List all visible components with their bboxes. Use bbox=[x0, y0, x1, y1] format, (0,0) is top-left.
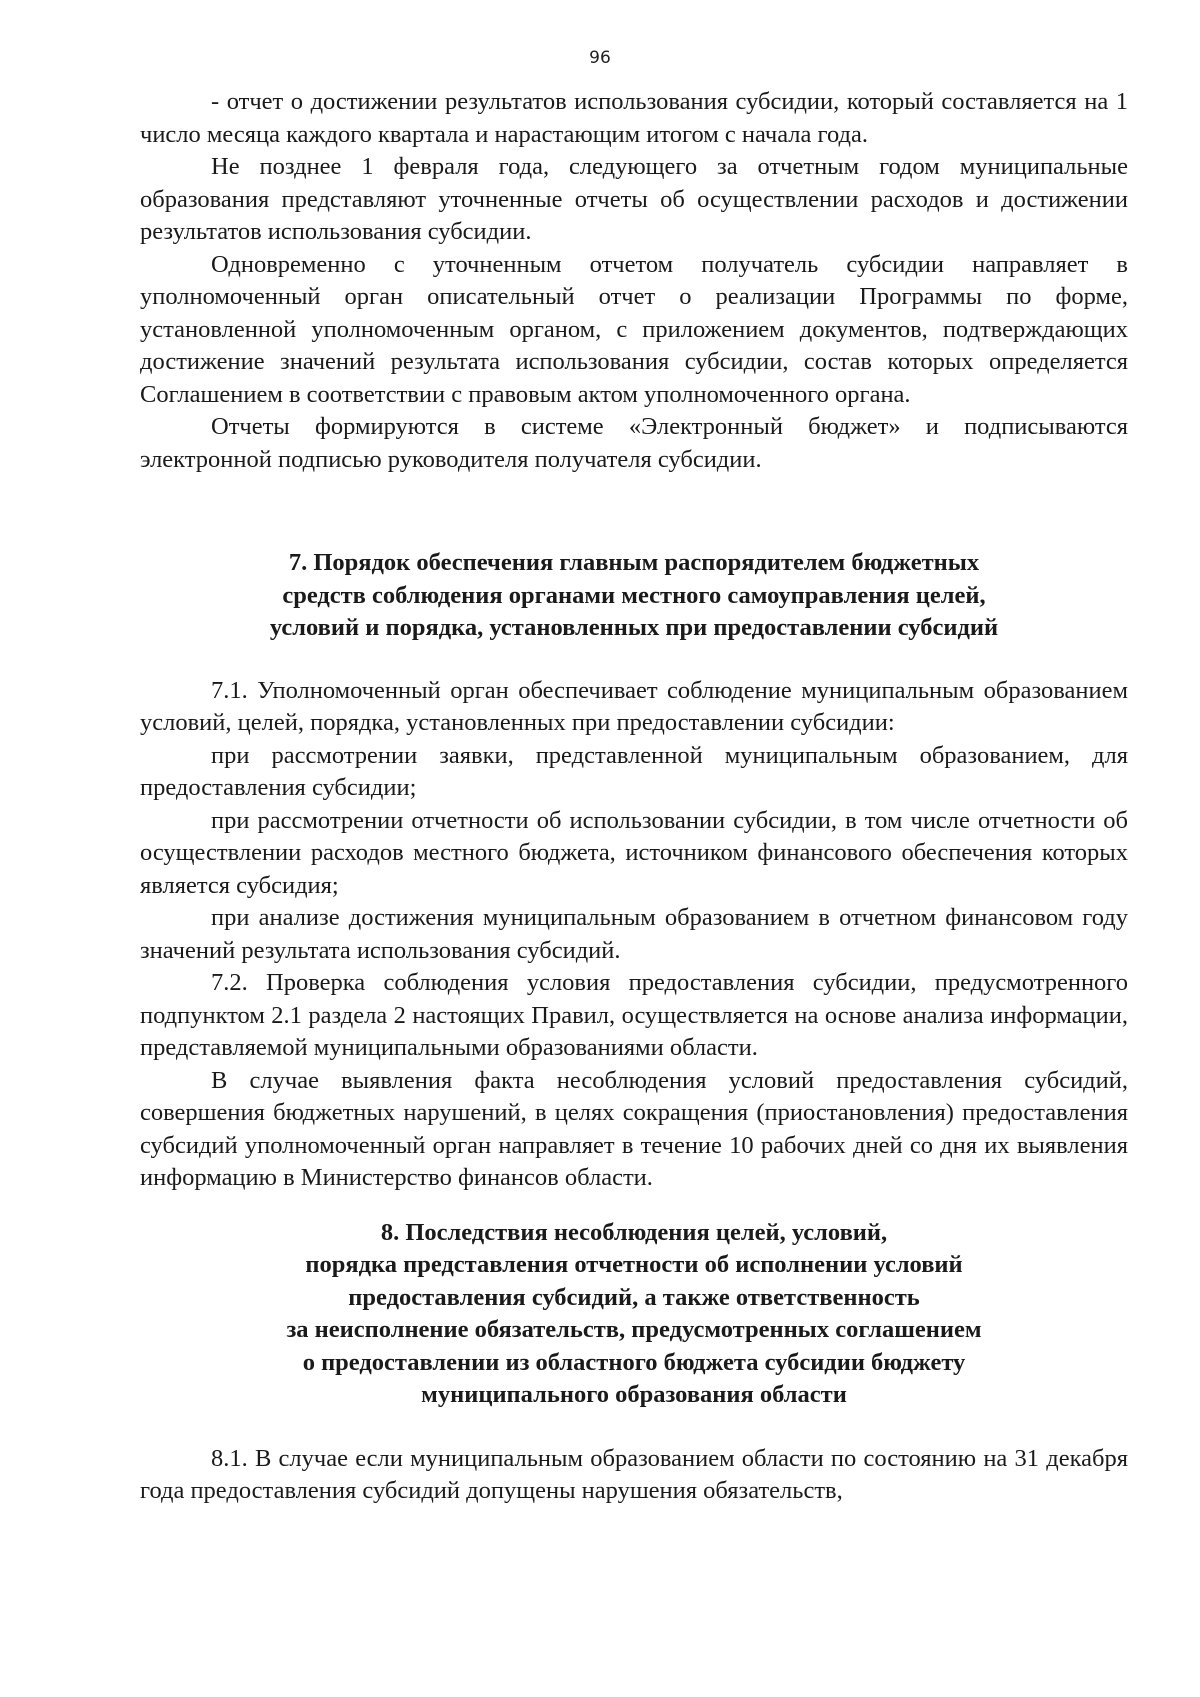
spacer bbox=[140, 1195, 1128, 1217]
paragraph: 8.1. В случае если муниципальным образованием области по состоянию на 31 декабря года предоставления субсидий допущены нарушения обязательств, bbox=[140, 1444, 1128, 1504]
heading-line: о предоставлении из областного бюджета субсидии бюджету bbox=[302, 1348, 966, 1376]
paragraph: - отчет о достижении результатов использования субсидии, который составляется на 1 число месяца каждого квартала и нарастающим итогом с начала года. bbox=[140, 88, 1128, 148]
heading-line: муниципального образования области bbox=[421, 1381, 847, 1408]
paragraph: 7.2. Проверка соблюдения условия предоставления субсидии, предусмотренного подпунктом 2.1 раздела 2 настоящих Правил, осуществляется на основе анализа информации, представляемой муниципальными образованиями области. bbox=[140, 969, 1128, 1061]
paragraph: при рассмотрении заявки, представленной муниципальным образованием, для предоставления субсидии; bbox=[140, 741, 1128, 801]
paragraph: при рассмотрении отчетности об использовании субсидии, в том числе отчетности об осуществлении расходов местного бюджета, источником финансового обеспечения которых является субсидия; bbox=[140, 806, 1128, 899]
heading-line: условий и порядка, установленных при предоставлении субсидий bbox=[269, 614, 999, 641]
heading-line: за неисполнение обязательств, предусмотренных соглашением bbox=[286, 1316, 982, 1343]
paragraph: Отчеты формируются в системе «Электронный бюджет» и подписываются электронной подписью руководителя получателя субсидии. bbox=[140, 413, 1128, 473]
page-number: 96 bbox=[589, 48, 611, 68]
heading-line: 7. Порядок обеспечения главным распорядителем бюджетных bbox=[288, 549, 980, 576]
spacer bbox=[140, 476, 1128, 547]
heading-line: предоставления субсидий, а также ответственность bbox=[348, 1283, 920, 1311]
heading-line: средств соблюдения органами местного самоуправления целей, bbox=[282, 581, 986, 609]
section-8-heading bbox=[140, 1217, 1128, 1412]
document-body bbox=[140, 86, 1128, 1508]
heading-line: порядка представления отчетности об исполнении условий bbox=[305, 1251, 963, 1278]
paragraph: при анализе достижения муниципальным образованием в отчетном финансовом году значений результата использования субсидий. bbox=[140, 904, 1128, 964]
heading-line: 8. Последствия несоблюдения целей, условий, bbox=[380, 1218, 888, 1246]
paragraph: В случае выявления факта несоблюдения условий предоставления субсидий, совершения бюджетных нарушений, в целях сокращения (приостановления) предоставления субсидий уполномоченный орган направляет в течение 10 рабочих дней со дня их выявления информацию в Министерство финансов области. bbox=[140, 1066, 1128, 1191]
spacer bbox=[140, 645, 1128, 675]
section-7-heading bbox=[140, 547, 1128, 645]
paragraph: Одновременно с уточненным отчетом получатель субсидии направляет в уполномоченный орган описательный отчет о реализации Программы по форме, установленной уполномоченным органом, с приложением документов, подтверждающих достижение значений результата использования субсидии, состав которых определяется Соглашением в соответствии с правовым актом уполномоченного органа. bbox=[140, 250, 1128, 408]
paragraph: Не позднее 1 февраля года, следующего за отчетным годом муниципальные образования представляют уточненные отчеты об осуществлении расходов и достижении результатов использования субсидии. bbox=[140, 153, 1128, 245]
spacer bbox=[140, 1412, 1128, 1443]
paragraph: 7.1. Уполномоченный орган обеспечивает соблюдение муниципальным образованием условий, целей, порядка, установленных при предоставлении субсидии: bbox=[140, 676, 1128, 736]
